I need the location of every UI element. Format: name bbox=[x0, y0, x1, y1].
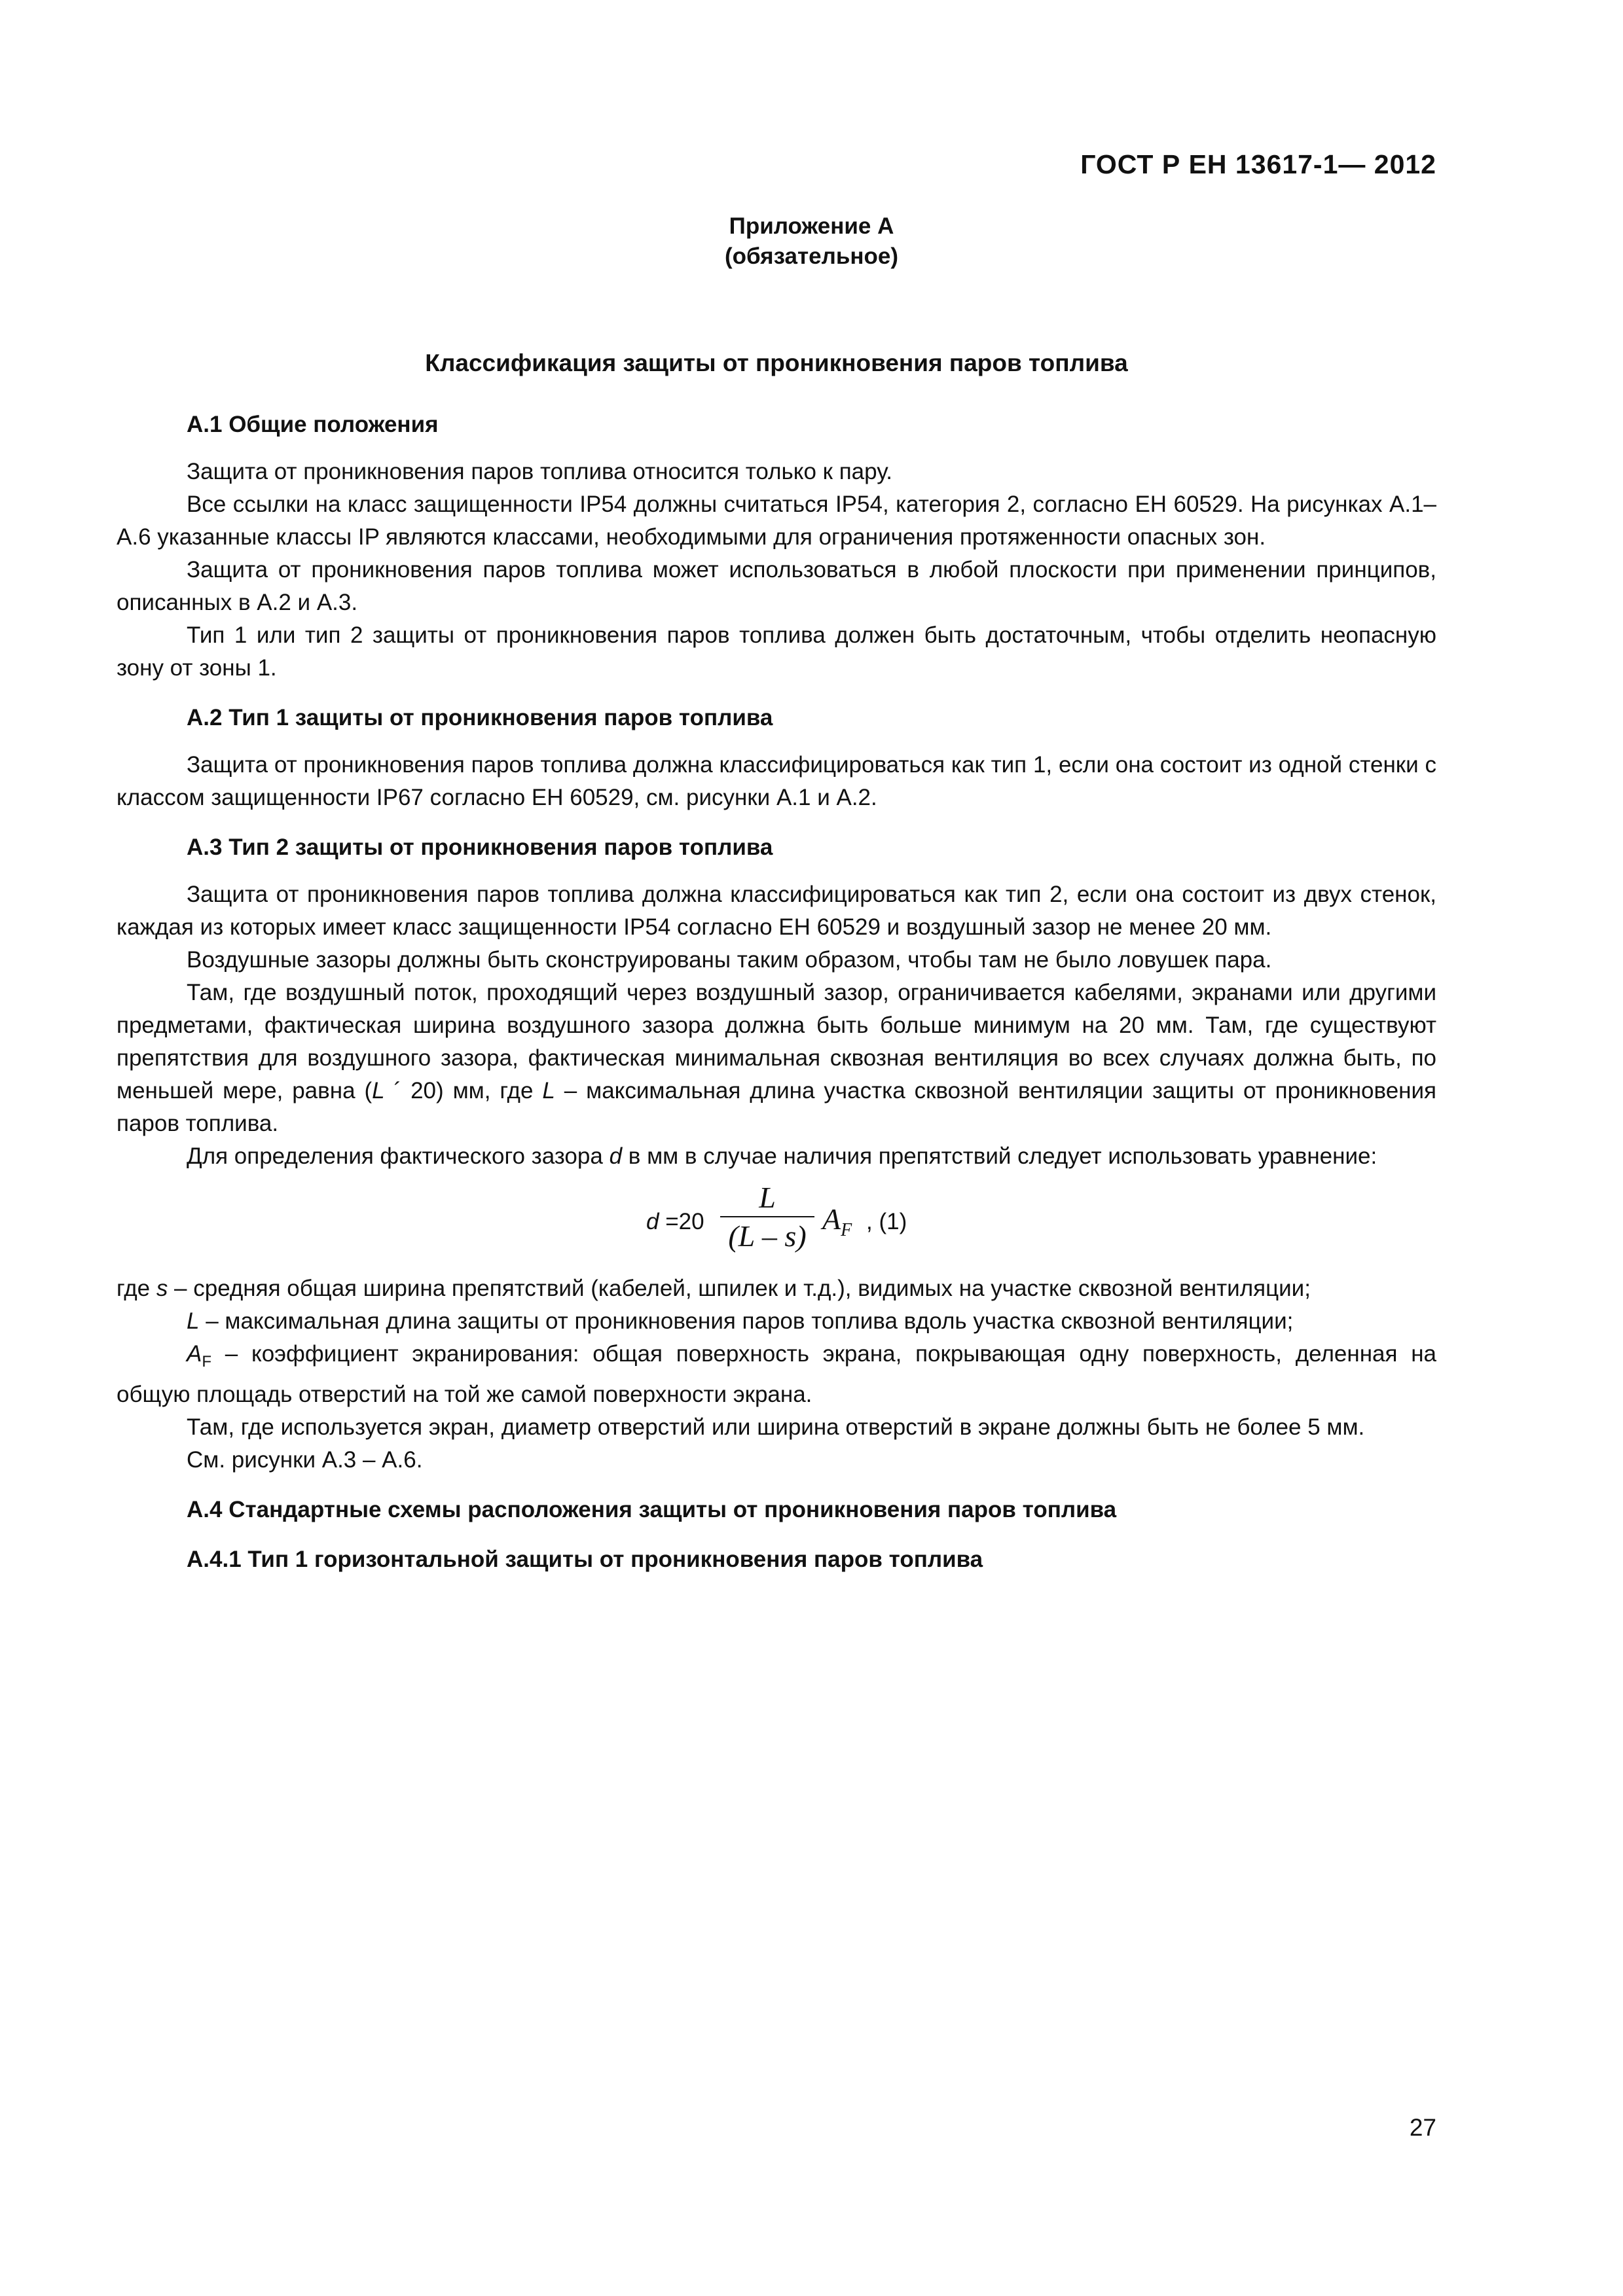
paragraph: Там, где воздушный поток, проходящий через воздушный зазор, ограничивается кабелями, экранами или другими предметами, фактическая ширина воздушного зазора должна быть больше минимум на 20 мм. Там, где существуют препятствия для воздушного зазора, фактическая минимальная сквозная вентиляция во всех случаях должна быть, по меньшей мере, равна (L ´ 20) мм, где L – максимальная длина участка сквозной вентиляции защиты от проникновения паров топлива. bbox=[117, 980, 1436, 1136]
section-heading-a2: А.2 Тип 1 защиты от проникновения паров топлива bbox=[187, 705, 773, 730]
paragraph: Защита от проникновения паров топлива может использоваться в любой плоскости при применении принципов, описанных в А.2 и А.3. bbox=[117, 557, 1436, 615]
paragraph: Тип 1 или тип 2 защиты от проникновения паров топлива должен быть достаточным, чтобы отделить неопасную зону от зоны 1. bbox=[117, 622, 1436, 681]
paragraph: Для определения фактического зазора d в мм в случае наличия препятствий следует использовать уравнение: bbox=[187, 1143, 1377, 1169]
equation-1 bbox=[117, 1177, 1436, 1266]
equation-lhs: d =20 bbox=[646, 1209, 704, 1234]
paragraph: Защита от проникновения паров топлива должна классифицироваться как тип 2, если она состоит из двух стенок, каждая из которых имеет класс защищенности IP54 согласно ЕН 60529 и воздушный зазор не менее 20 мм. bbox=[117, 882, 1436, 940]
annex-title: Приложение А bbox=[729, 213, 894, 239]
equation-number: , (1) bbox=[866, 1209, 907, 1234]
paragraph: См. рисунки А.3 – А.6. bbox=[187, 1447, 423, 1473]
section-heading-a1: А.1 Общие положения bbox=[187, 412, 439, 437]
paragraph: L – максимальная длина защиты от проникновения паров топлива вдоль участка сквозной вентиляции; bbox=[187, 1308, 1294, 1334]
paragraph: $A_F$ – коэффициент экранирования: общая поверхность экрана, покрывающая одну поверхность, деленная на общую площадь отверстий на той же самой поверхности экрана. bbox=[117, 1341, 1436, 1407]
fraction-numerator: L bbox=[759, 1181, 776, 1214]
annex-main-title: Классификация защиты от проникновения паров топлива bbox=[425, 350, 1128, 376]
annex-heading bbox=[0, 211, 1623, 272]
paragraph: Защита от проникновения паров топлива должна классифицироваться как тип 1, если она состоит из одной стенки с классом защищенности IP67 согласно ЕН 60529, см. рисунки А.1 и А.2. bbox=[117, 752, 1436, 810]
equation-fraction bbox=[718, 1179, 817, 1255]
annex-status: (обязательное) bbox=[724, 243, 898, 269]
paragraph: Воздушные зазоры должны быть сконструированы таким образом, чтобы там не было ловушек пара. bbox=[187, 947, 1272, 973]
paragraph: Все ссылки на класс защищенности IP54 должны считаться IP54, категория 2, согласно ЕН 60529. На рисунках А.1–А.6 указанные классы IP являются классами, необходимыми для ограничения протяженности опасных зон. bbox=[117, 492, 1436, 550]
document-id-header: ГОСТ Р ЕН 13617-1— 2012 bbox=[1080, 149, 1436, 179]
document-body bbox=[117, 347, 1436, 1590]
fraction-denominator: (L – s) bbox=[728, 1219, 807, 1253]
section-heading-a4: А.4 Стандартные схемы расположения защиты от проникновения паров топлива bbox=[187, 1497, 1117, 1522]
paragraph: где s – средняя общая ширина препятствий (кабелей, шпилек и т.д.), видимых на участке сквозной вентиляции; bbox=[117, 1276, 1311, 1301]
page-number: 27 bbox=[1409, 2114, 1436, 2141]
shielding-factor: $A_F$ bbox=[822, 1202, 852, 1241]
paragraph: Там, где используется экран, диаметр отверстий или ширина отверстий в экране должны быть не более 5 мм. bbox=[187, 1414, 1365, 1440]
paragraph: Защита от проникновения паров топлива относится только к пару. bbox=[187, 459, 892, 484]
section-heading-a4-1: А.4.1 Тип 1 горизонтальной защиты от проникновения паров топлива bbox=[187, 1547, 983, 1572]
section-heading-a3: А.3 Тип 2 защиты от проникновения паров топлива bbox=[187, 834, 773, 860]
